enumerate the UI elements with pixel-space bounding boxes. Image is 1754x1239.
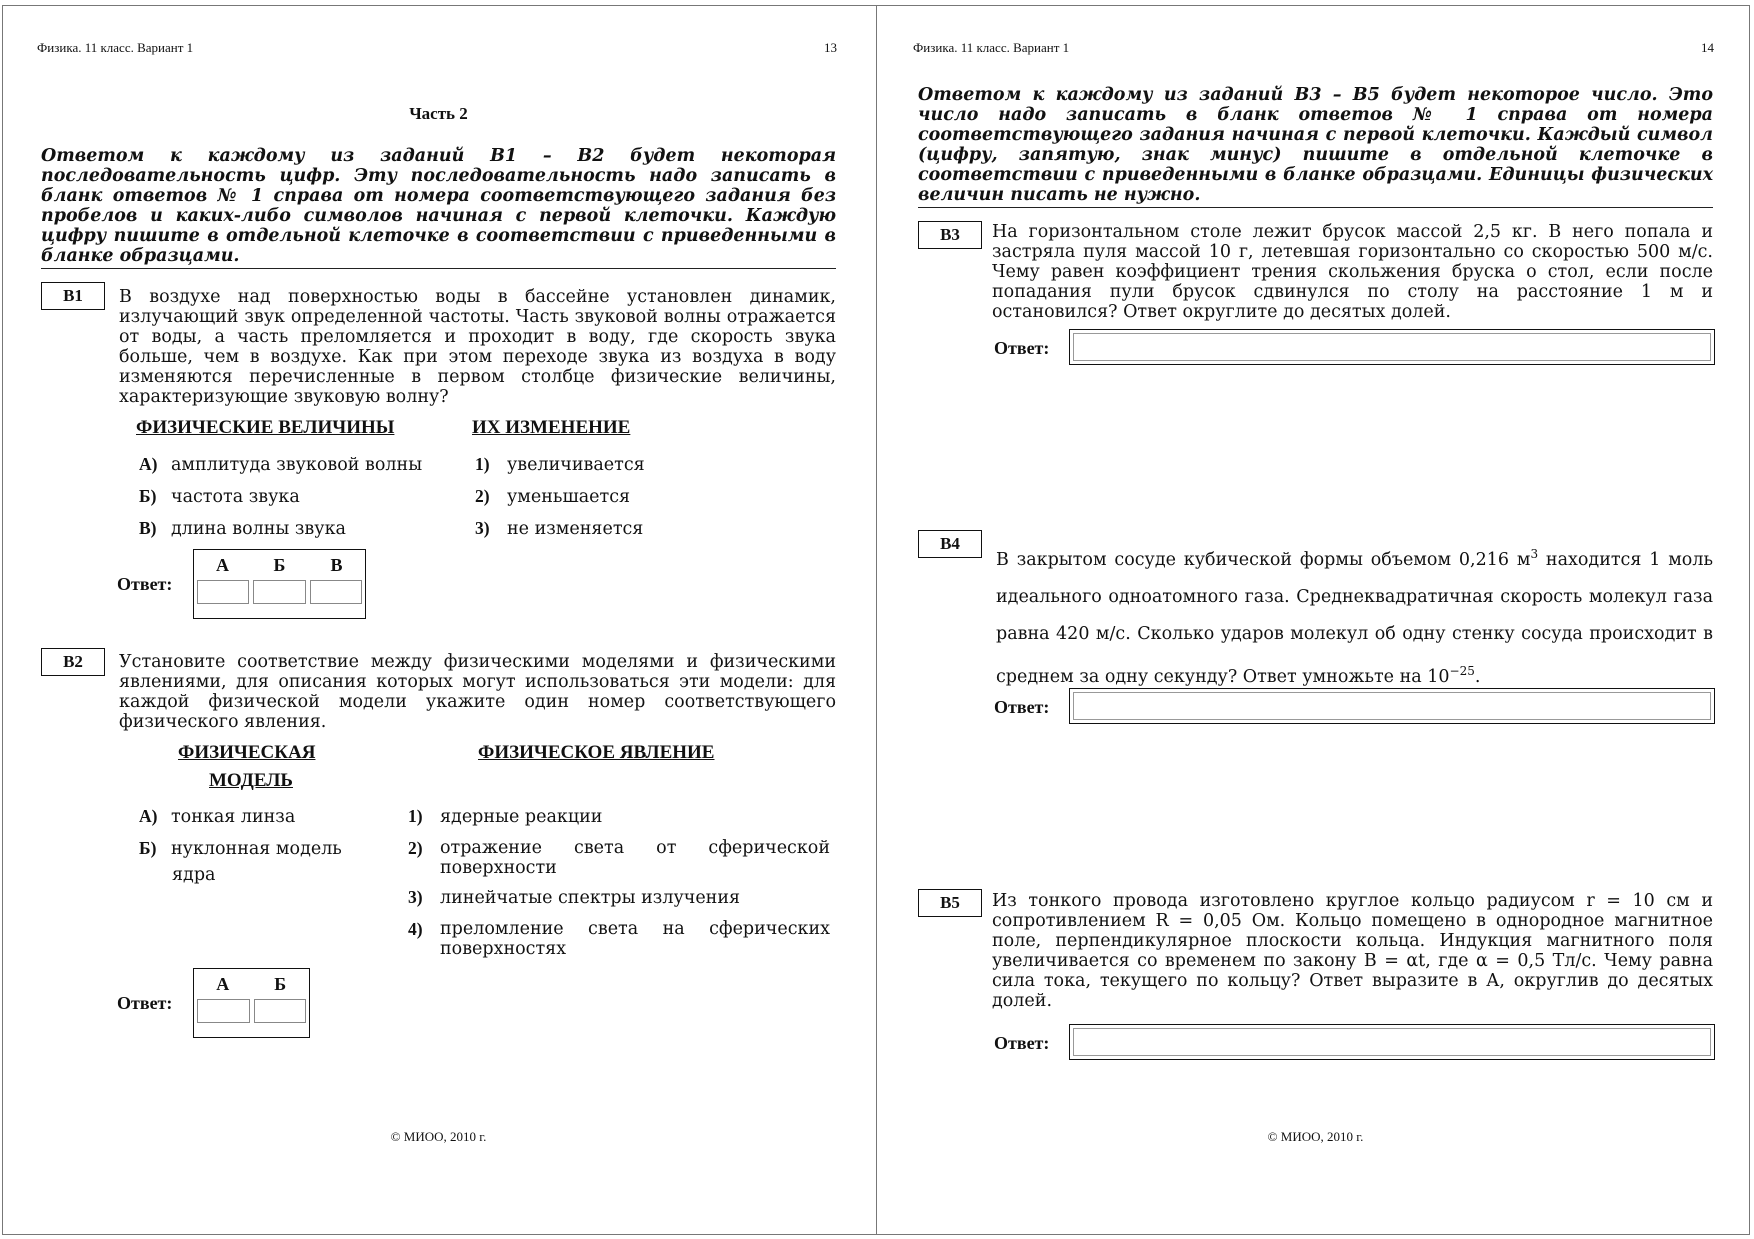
divider <box>41 268 836 269</box>
b1-right-item: 1) увеличивается <box>475 454 645 475</box>
page-footer: © МИОО, 2010 г. <box>1267 1129 1364 1144</box>
b1-right-item: 2) уменьшается <box>475 486 631 507</box>
b2-right-item: 3) линейчатые спектры излучения <box>408 887 741 908</box>
b1-answer-grid <box>193 549 366 619</box>
b2-right-item: 2) отражение света от сферической поверхности <box>408 838 830 878</box>
b1-left-column-title: ФИЗИЧЕСКИЕ ВЕЛИЧИНЫ <box>136 417 395 438</box>
page-header: Физика. 11 класс. Вариант 1 <box>37 40 194 55</box>
b3-answer-field[interactable] <box>1069 329 1715 365</box>
b3-answer-label: Ответ: <box>994 338 1050 358</box>
b2-left-item: А) тонкая линза <box>139 806 296 827</box>
b1-right-item: 3) не изменяется <box>475 518 644 539</box>
b2-right-item: 4) преломление света на сферических поверхностях <box>408 919 830 959</box>
b1-answer-cell[interactable] <box>310 580 362 604</box>
b2-answer-label: Ответ: <box>117 993 173 1013</box>
task-label-b2: В2 <box>41 648 105 676</box>
task-label-b5: В5 <box>918 889 982 917</box>
task-text-b5: Из тонкого провода изготовлено круглое кольцо радиусом r = 10 см и сопротивлением R = 0,05 Ом. Кольцо помещено в однородное магнитное поле, перпендикулярное плоскости кольца. Индукция магнитного поля увеличивается со временем по закону B = αt, где α = 0,5 Тл/с. Чему равна сила тока, текущего по кольцу? Ответ выразите в А, округлив до десятых долей. <box>992 891 1713 1011</box>
task-label-b4: В4 <box>918 530 982 558</box>
b2-answer-grid <box>193 968 310 1038</box>
b4-answer-field[interactable] <box>1069 688 1715 724</box>
task-text-b3: На горизонтальном столе лежит брусок массой 2,5 кг. В него попала и застряла пуля массой 10 г, летевшая горизонтально со скоростью 500 м/с. Чему равен коэффициент трения скольжения бруска о стол, если после попадания пули брусок сдвинулся по столу на расстояние 1 м и остановился? Ответ округлите до десятых долей. <box>992 222 1713 322</box>
instructions: Ответом к каждому из заданий В3 – В5 будет некоторое число. Это число надо записать в бланк ответов № 1 справа от номера соответствующего задания начиная с первой клеточки. Каждый символ (цифру, запятую, знак минус) пишите в отдельной клеточке в соответствии с приведенными в бланке образцами. Единицы физических величин писать не нужно. <box>918 85 1713 205</box>
b1-grid-header: В <box>330 555 343 575</box>
b2-left-column-title: ФИЗИЧЕСКАЯ <box>178 742 316 763</box>
b2-left-column-title: МОДЕЛЬ <box>209 770 293 791</box>
instructions: Ответом к каждому из заданий В1 – В2 будет некоторая последовательность цифр. Эту последовательность надо записать в бланк ответов № 1 справа от номера соответствующего задания без пробелов и каких-либо символов начиная с первой клеточки. Каждую цифру пишите в отдельной клеточке в соответствии с приведенными в бланке образцами. <box>41 146 836 266</box>
b1-left-item: Б) частота звука <box>139 486 300 507</box>
b2-grid-header: А <box>216 974 230 994</box>
b2-right-column-title: ФИЗИЧЕСКОЕ ЯВЛЕНИЕ <box>478 742 715 763</box>
page-number: 13 <box>824 40 837 55</box>
b1-grid-header: Б <box>273 555 286 575</box>
page-footer: © МИОО, 2010 г. <box>390 1129 487 1144</box>
b4-answer-label: Ответ: <box>994 697 1050 717</box>
task-text-b2: Установите соответствие между физическими моделями и физическими явлениями, для описания которых могут использоваться эти модели: для каждой физической модели укажите один номер соответствующего физического явления. <box>119 652 836 732</box>
b1-answer-cell[interactable] <box>253 580 305 604</box>
page-number: 14 <box>1701 40 1714 55</box>
task-label-b3: В3 <box>918 221 982 249</box>
b2-answer-cell[interactable] <box>197 999 250 1023</box>
task-text-b4: В закрытом сосуде кубической формы объемом 0,216 $м^3$ находится 1 моль идеального одноатомного газа. Среднеквадратичная скорость молекул газа равна 420 м/с. Сколько ударов молекул об одну стенку сосуда происходит в среднем за одну секунду? Ответ умножьте на $10^{-25}$. <box>996 547 1713 687</box>
task-label-b1: В1 <box>41 282 105 310</box>
page-header: Физика. 11 класс. Вариант 1 <box>913 40 1070 55</box>
divider <box>918 207 1713 208</box>
b2-left-item: Б) нуклонная модель <box>139 838 342 859</box>
b1-answer-label: Ответ: <box>117 574 173 594</box>
b2-grid-header: Б <box>274 974 287 994</box>
task-text-b1: В воздухе над поверхностью воды в бассейне установлен динамик, излучающий звук определенной частоты. Часть звуковой волны отражается от воды, а часть преломляется и проходит в воду, где скорость звука больше, чем в воздухе. Как при этом переходе звука из воздуха в воду изменяются перечисленные в первом столбце физические величины, характеризующие звуковую волну? <box>119 287 836 407</box>
b2-right-item: 1) ядерные реакции <box>408 806 603 827</box>
b1-right-column-title: ИХ ИЗМЕНЕНИЕ <box>472 417 631 438</box>
b5-answer-label: Ответ: <box>994 1033 1050 1053</box>
b2-left-item-continuation: ядра <box>172 865 216 885</box>
part-title: Часть 2 <box>409 104 468 123</box>
right-page <box>877 0 1754 1239</box>
b1-left-item: А) амплитуда звуковой волны <box>139 454 423 475</box>
b1-answer-cell[interactable] <box>197 580 249 604</box>
b2-answer-cell[interactable] <box>254 999 307 1023</box>
b1-grid-header: А <box>216 555 229 575</box>
b5-answer-field[interactable] <box>1069 1024 1715 1060</box>
b1-left-item: В) длина волны звука <box>139 518 346 539</box>
